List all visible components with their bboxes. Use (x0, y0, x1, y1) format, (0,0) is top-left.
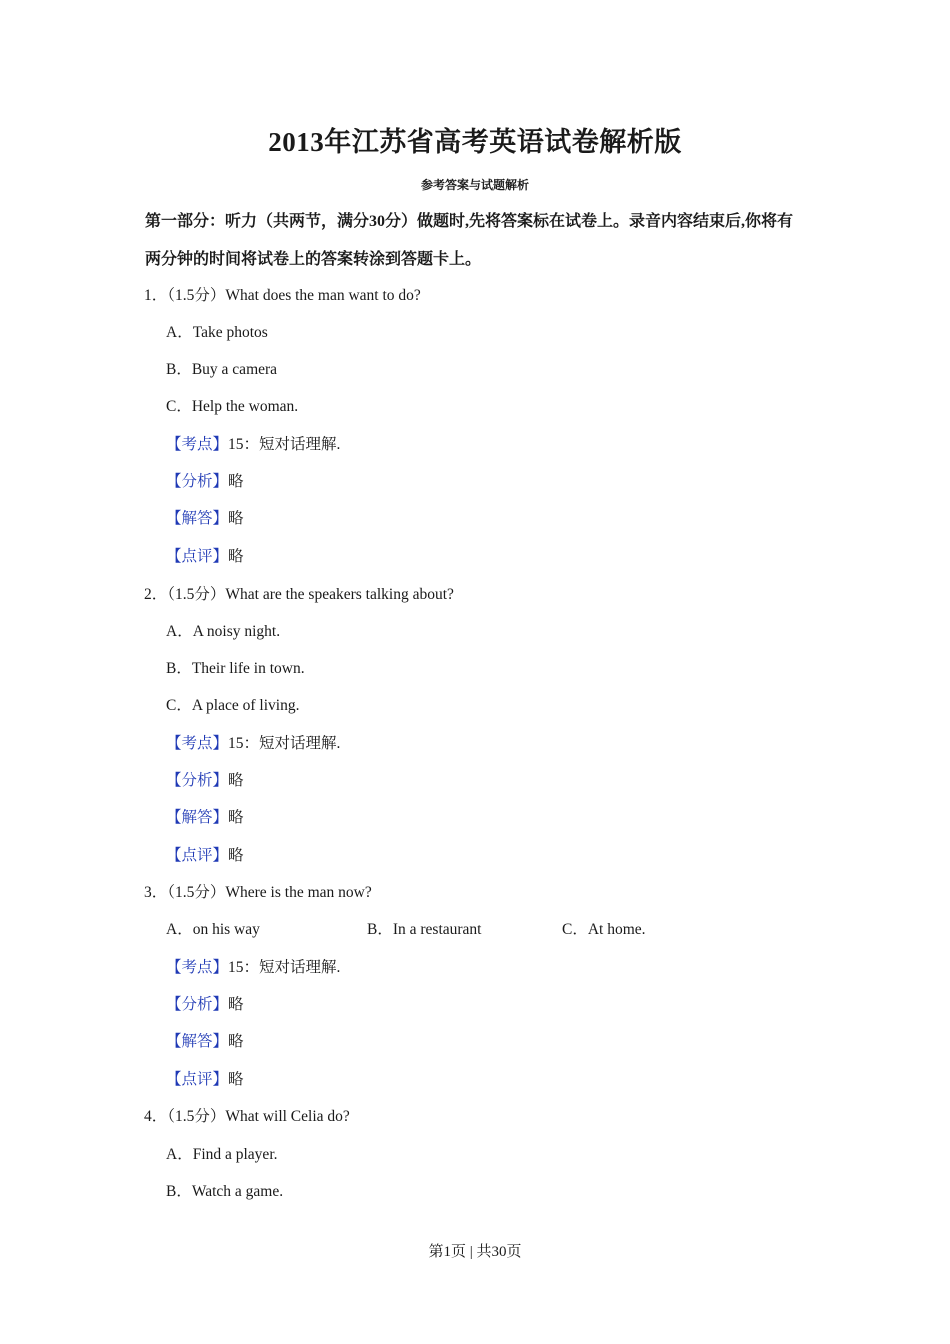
answer-option: B．Buy a camera (166, 361, 278, 378)
question-stem: 3．（1.5分）Where is the man now? (144, 884, 372, 901)
answer-option: C．At home. (562, 921, 646, 938)
kaodian-text: 15：短对话理解. (228, 959, 341, 976)
answer-option: A．Find a player. (166, 1146, 278, 1163)
analysis-dianping (166, 844, 244, 868)
analysis-kaodian (166, 956, 340, 980)
dianping-text: 略 (228, 1071, 244, 1088)
kaodian-label: 【考点】 (166, 735, 229, 752)
answer-option: B．Their life in town. (166, 660, 305, 677)
answer-option: A．Take photos (166, 324, 268, 341)
page-title: 2013年江苏省高考英语试卷解析版 (268, 127, 682, 157)
question-stem: 2．（1.5分）What are the speakers talking about? (144, 586, 454, 603)
fenxi-label: 【分析】 (166, 473, 229, 490)
analysis-kaodian (166, 732, 340, 756)
analysis-dianping (166, 1068, 244, 1092)
dianping-text: 略 (228, 548, 244, 565)
jieda-label: 【解答】 (166, 1033, 229, 1050)
answer-option: C．A place of living. (166, 697, 300, 714)
dianping-text: 略 (228, 847, 244, 864)
dianping-label: 【点评】 (166, 1071, 229, 1088)
jieda-label: 【解答】 (166, 809, 229, 826)
analysis-fenxi (166, 993, 244, 1017)
answer-option: B．Watch a game. (166, 1183, 284, 1200)
fenxi-label: 【分析】 (166, 996, 229, 1013)
fenxi-text: 略 (228, 772, 244, 789)
dianping-label: 【点评】 (166, 847, 229, 864)
jieda-text: 略 (228, 1033, 244, 1050)
analysis-dianping (166, 545, 244, 569)
question-stem: 4．（1.5分）What will Celia do? (144, 1108, 350, 1125)
kaodian-label: 【考点】 (166, 959, 229, 976)
page-subtitle: 参考答案与试题解析 (420, 178, 529, 192)
question-stem: 1．（1.5分）What does the man want to do? (144, 287, 421, 304)
jieda-label: 【解答】 (166, 510, 229, 527)
jieda-text: 略 (228, 809, 244, 826)
analysis-jieda (166, 1030, 244, 1054)
analysis-jieda (166, 806, 244, 830)
fenxi-text: 略 (228, 996, 244, 1013)
answer-option: A．on his way (166, 921, 260, 938)
kaodian-label: 【考点】 (166, 436, 229, 453)
kaodian-text: 15：短对话理解. (228, 735, 341, 752)
answer-option: B．In a restaurant (367, 921, 482, 938)
dianping-label: 【点评】 (166, 548, 229, 565)
analysis-fenxi (166, 769, 244, 793)
jieda-text: 略 (228, 510, 244, 527)
answer-option: C．Help the woman. (166, 398, 299, 415)
answer-option: A．A noisy night. (166, 623, 281, 640)
analysis-fenxi (166, 470, 244, 494)
analysis-jieda (166, 507, 244, 531)
page-footer: 第1页 | 共30页 (428, 1244, 522, 1260)
fenxi-text: 略 (228, 473, 244, 490)
kaodian-text: 15：短对话理解. (228, 436, 341, 453)
section-heading: 第一部分：听力（共两节，满分30分）做题时,先将答案标在试卷上。录音内容结束后,你将有两分钟的时间将试卷上的答案转涂到答题卡上。 (145, 213, 794, 268)
analysis-kaodian (166, 433, 340, 457)
fenxi-label: 【分析】 (166, 772, 229, 789)
